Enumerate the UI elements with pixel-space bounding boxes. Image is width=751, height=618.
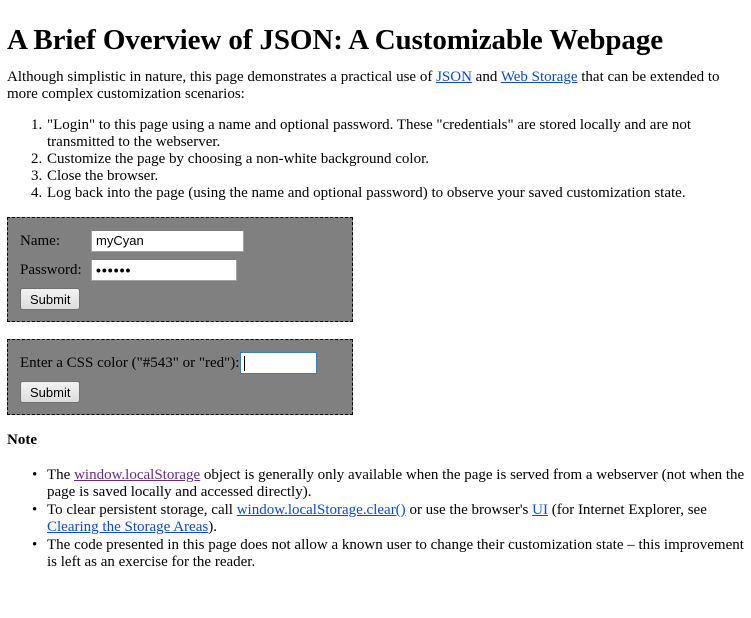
note-item xyxy=(32,467,747,501)
web-storage-link[interactable]: Web Storage xyxy=(500,69,578,85)
intro-text-after: that can be extended to more complex customization scenarios: xyxy=(7,69,720,102)
step-item: 2. Customize the page by choosing a non-white background color. xyxy=(46,151,746,168)
ui-link[interactable]: UI xyxy=(532,502,548,518)
step-item: 1. "Login" to this page using a name and optional password. These "credentials" are stored locally and are not transmitted to the webserver. xyxy=(46,117,746,151)
note-text: (for Internet Explorer, see xyxy=(547,502,707,518)
page-title: A Brief Overview of JSON: A Customizable Webpage xyxy=(7,24,663,56)
login-submit-button[interactable]: Submit xyxy=(20,288,80,310)
password-input[interactable]: •••••• xyxy=(91,259,237,281)
note-text: The xyxy=(47,467,75,483)
color-input[interactable] xyxy=(240,352,317,374)
color-label: Enter a CSS color ("#543" or "red"): xyxy=(20,354,240,371)
name-row xyxy=(20,230,352,252)
clearing-storage-link[interactable]: Clearing the Storage Areas xyxy=(47,519,209,535)
color-submit-row xyxy=(20,381,352,403)
name-label: Name: xyxy=(20,232,60,249)
notes-list xyxy=(7,467,747,571)
bullet-icon: • xyxy=(32,502,38,518)
note-text: or use the browser's xyxy=(405,502,533,518)
step-item: 3. Close the browser. xyxy=(46,168,746,185)
json-link[interactable]: JSON xyxy=(436,69,472,85)
steps-list xyxy=(7,117,746,202)
text-caret xyxy=(244,356,245,371)
intro-paragraph xyxy=(7,69,727,103)
note-text: ). xyxy=(208,519,217,535)
note-text: To clear persistent storage, call xyxy=(47,502,237,518)
password-label: Password: xyxy=(20,261,82,278)
step-item: 4. Log back into the page (using the name and optional password) to observe your saved customization state. xyxy=(46,185,746,202)
storage-clear-link[interactable]: window.localStorage.clear() xyxy=(236,502,406,518)
note-text: object is generally only available when the page is served from a webserver (not when the page is saved locally and accessed directly). xyxy=(47,467,745,500)
note-text: The code presented in this page does not allow a known user to change their customization state – this improvement is left as an exercise for the reader. xyxy=(47,537,744,570)
login-form xyxy=(7,217,353,322)
color-form xyxy=(7,339,353,415)
color-row xyxy=(20,352,352,374)
intro-text-before: Although simplistic in nature, this page demonstrates a practical use of xyxy=(7,69,437,85)
name-input[interactable]: myCyan xyxy=(91,230,244,252)
note-item xyxy=(32,537,747,571)
local-storage-link[interactable]: window.localStorage xyxy=(74,467,201,483)
bullet-icon: • xyxy=(32,537,38,553)
color-submit-button[interactable]: Submit xyxy=(20,381,80,403)
note-heading: Note xyxy=(7,432,37,448)
intro-text-between: and xyxy=(471,69,501,85)
password-row xyxy=(20,259,352,281)
bullet-icon: • xyxy=(32,467,38,483)
login-submit-row xyxy=(20,288,352,310)
note-item xyxy=(32,502,747,536)
